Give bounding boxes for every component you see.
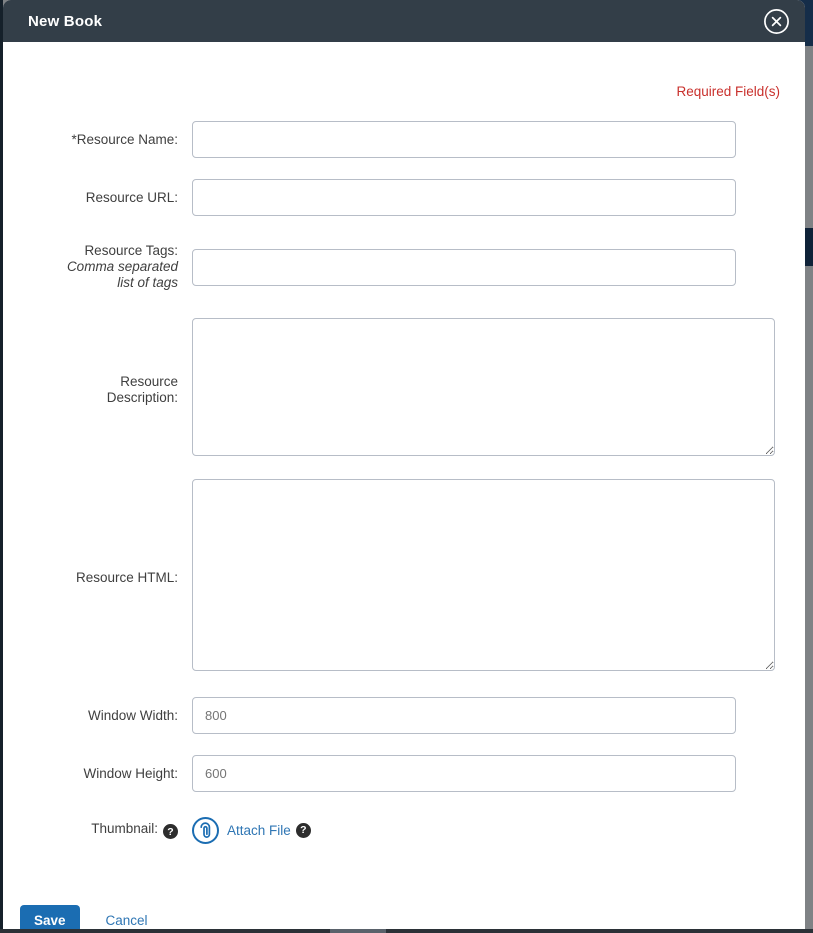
thumbnail-label-text: Thumbnail: [91,820,158,836]
resource-url-label: Resource URL: [85,189,178,205]
backdrop-right-top-segment [805,0,813,46]
resource-description-textarea[interactable] [192,318,775,456]
attach-file-control [192,817,805,844]
modal-title: New Book [28,12,103,30]
backdrop-bottom-strip [0,929,813,933]
thumbnail-row [3,813,805,847]
resource-name-label: *Resource Name: [71,131,178,147]
resource-tags-label [48,243,178,291]
new-book-modal [3,0,805,929]
window-height-row [3,755,805,792]
backdrop-right-mid-segment [805,228,813,266]
page-scrollbar-thumb[interactable] [330,929,386,933]
window-width-label: Window Width: [87,707,178,723]
window-width-input[interactable] [192,697,736,734]
resource-tags-hint: Comma separated list of tags [66,259,178,290]
resource-html-textarea[interactable] [192,479,775,671]
window-width-row [3,697,805,734]
window-height-label: Window Height: [83,765,178,781]
cancel-link[interactable]: Cancel [105,912,148,928]
resource-html-label: Resource HTML: [75,569,178,585]
modal-header [3,0,805,42]
window-height-input[interactable] [192,755,736,792]
required-note: Required Field(s) [676,84,780,99]
thumbnail-help-icon[interactable] [163,824,178,839]
resource-url-row [3,179,805,216]
resource-tags-row [3,243,805,291]
save-button[interactable]: Save [20,905,80,929]
resource-url-input[interactable] [192,179,736,216]
resource-name-row [3,121,805,158]
resource-html-row [3,479,805,676]
thumbnail-label [48,821,178,840]
resource-tags-label-text: Resource Tags: [84,243,178,258]
attach-file-help-icon[interactable] [296,823,311,838]
modal-actions [20,905,805,929]
close-button[interactable] [761,6,791,36]
modal-body [3,83,805,929]
paperclip-icon[interactable] [192,817,219,844]
attach-file-link[interactable]: Attach File [227,822,291,838]
backdrop-right-strip [805,0,813,933]
resource-name-input[interactable] [192,121,736,158]
close-icon [763,8,790,35]
resource-tags-input[interactable] [192,249,736,286]
resource-description-label: Resource Description: [106,373,178,405]
resource-description-row [3,318,805,461]
